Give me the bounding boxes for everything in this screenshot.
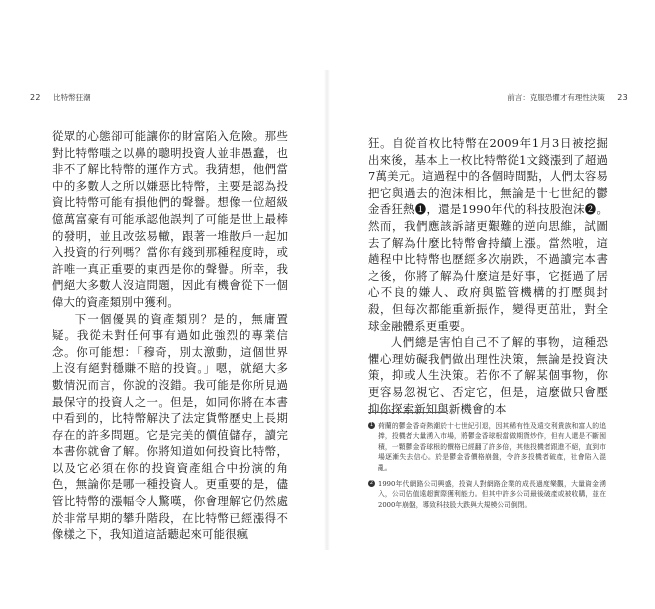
right-page-header — [507, 92, 628, 103]
paragraph: 人們總是害怕自己不了解的事物，這種恐懼心理妨礙我們做出理性決策，無論是投資決策，抑或人生決策。若你不了解某個事物，你更容易忽視它、否定它，但是，這麼做只會壓抑你探索新知與新機會的本 — [368, 335, 608, 416]
footnote-marker: 1 — [369, 422, 374, 428]
left-page-number: 22 — [30, 93, 41, 102]
footnote — [368, 421, 606, 473]
left-page-body — [52, 128, 288, 543]
left-running-head: 比特幣狂潮 — [53, 93, 91, 102]
left-page-header — [30, 92, 91, 103]
footnote-text: 1990年代網路公司興盛，投資人對網路企業的成長過度樂觀，大量資金湧入，公司估值遠超實際獲利能力。但其中許多公司最後破產或被收購，並在2000年崩盤，導致科技股大跌與大規模公司倒閉。 — [378, 480, 606, 509]
right-page-number: 23 — [617, 93, 628, 102]
paragraph: 從眾的心態卻可能讓你的財富陷入危險。那些對比特幣嗤之以鼻的聰明投資人並非愚蠢，也非不了解比特幣的運作方式。我猜想，他們當中的多數人之所以嫌惡比特幣，主要是認為投資比特幣可能有損他們的聲譽。想像一位超級億萬富豪有可能承認他誤判了可能是世上最棒的發明，並且改弦易轍，跟著一堆散戶一起加入投資的行列嗎？當你有錢到那種程度時，或許唯一真正重要的東西是你的聲譽。所幸，我們絕大多數人沒這問題，因此有機會從下一個偉大的資產類別中獲利。 — [52, 129, 288, 309]
right-page — [328, 0, 655, 609]
right-page-body — [368, 135, 608, 417]
footnote-text: 荷蘭的鬱金香奇熱潮於十七世紀引退，因其稀有性及遠交利貴族和富人的追捧，投機者大量湧入市場，將鬱金香球根當做期貨炒作，但有人還是不斷囤積，一顆鬱金香球根的價格已經翻了許多倍，其他投機者跟進不絕，直到市場逐漸失去信心。於是鬱金香價格崩盤，令許多投機者破產，社會陷入混亂。 — [378, 422, 606, 472]
footnote-marker: 2 — [369, 480, 374, 487]
left-page — [0, 0, 327, 609]
footnote — [368, 479, 606, 510]
paragraph: 狂。自從首枚比特幣在2009年1月3日被挖掘出來後，基本上一枚比特幣從1文錢漲到了超過7萬美元。這過程中的各個時間點，人們太容易把它與過去的泡沫相比，無論是十七世紀的鬱金香狂熱❶，還是1990年代的科技股泡沫❷。然而，我們應該訴諸更艱難的逆向思維，試圖去了解為什麼比特幣會持續上漲。當然啦，這趟程中比特幣也歷經多次崩跌，不過讀完本書之後，你將了解為什麼這是好事，它挺過了居心不良的嫌人、政府與監管機構的打壓與封殺，但每次都能重新振作，變得更茁壯，對全球金融體系更重要。 — [368, 136, 608, 333]
right-running-head: 前言：克服恐懼才有理性決策 — [507, 93, 605, 102]
paragraph: 下一個優異的資產類別？是的，無庸置疑。我從未對任何事有過如此強烈的專業信念。你可能想：「穆奇，別太激動，這個世界上沒有絕對穩賺不賠的投資。」嗯，就絕大多數情況而言，你說的沒錯。我可能是你所見過最保守的投資人之一。但是，如同你將在本書中看到的，比特幣解決了法定貨幣歷史上長期存在的許多問題。它是完美的價值儲存，讀完本書你就會了解。你將知道如何投資比特幣，以及它必須在你的投資資產組合中扮演的角色，無論你是哪一種投資人。更重要的是，儘管比特幣的漲幅令人驚嘆，你會理解它仍然處於非常早期的攀升階段，在比特幣已經漲得不像樣之下，我知道這話聽起來可能很瘋 — [52, 311, 288, 542]
footnote-divider — [368, 412, 446, 413]
footnotes — [368, 421, 606, 516]
